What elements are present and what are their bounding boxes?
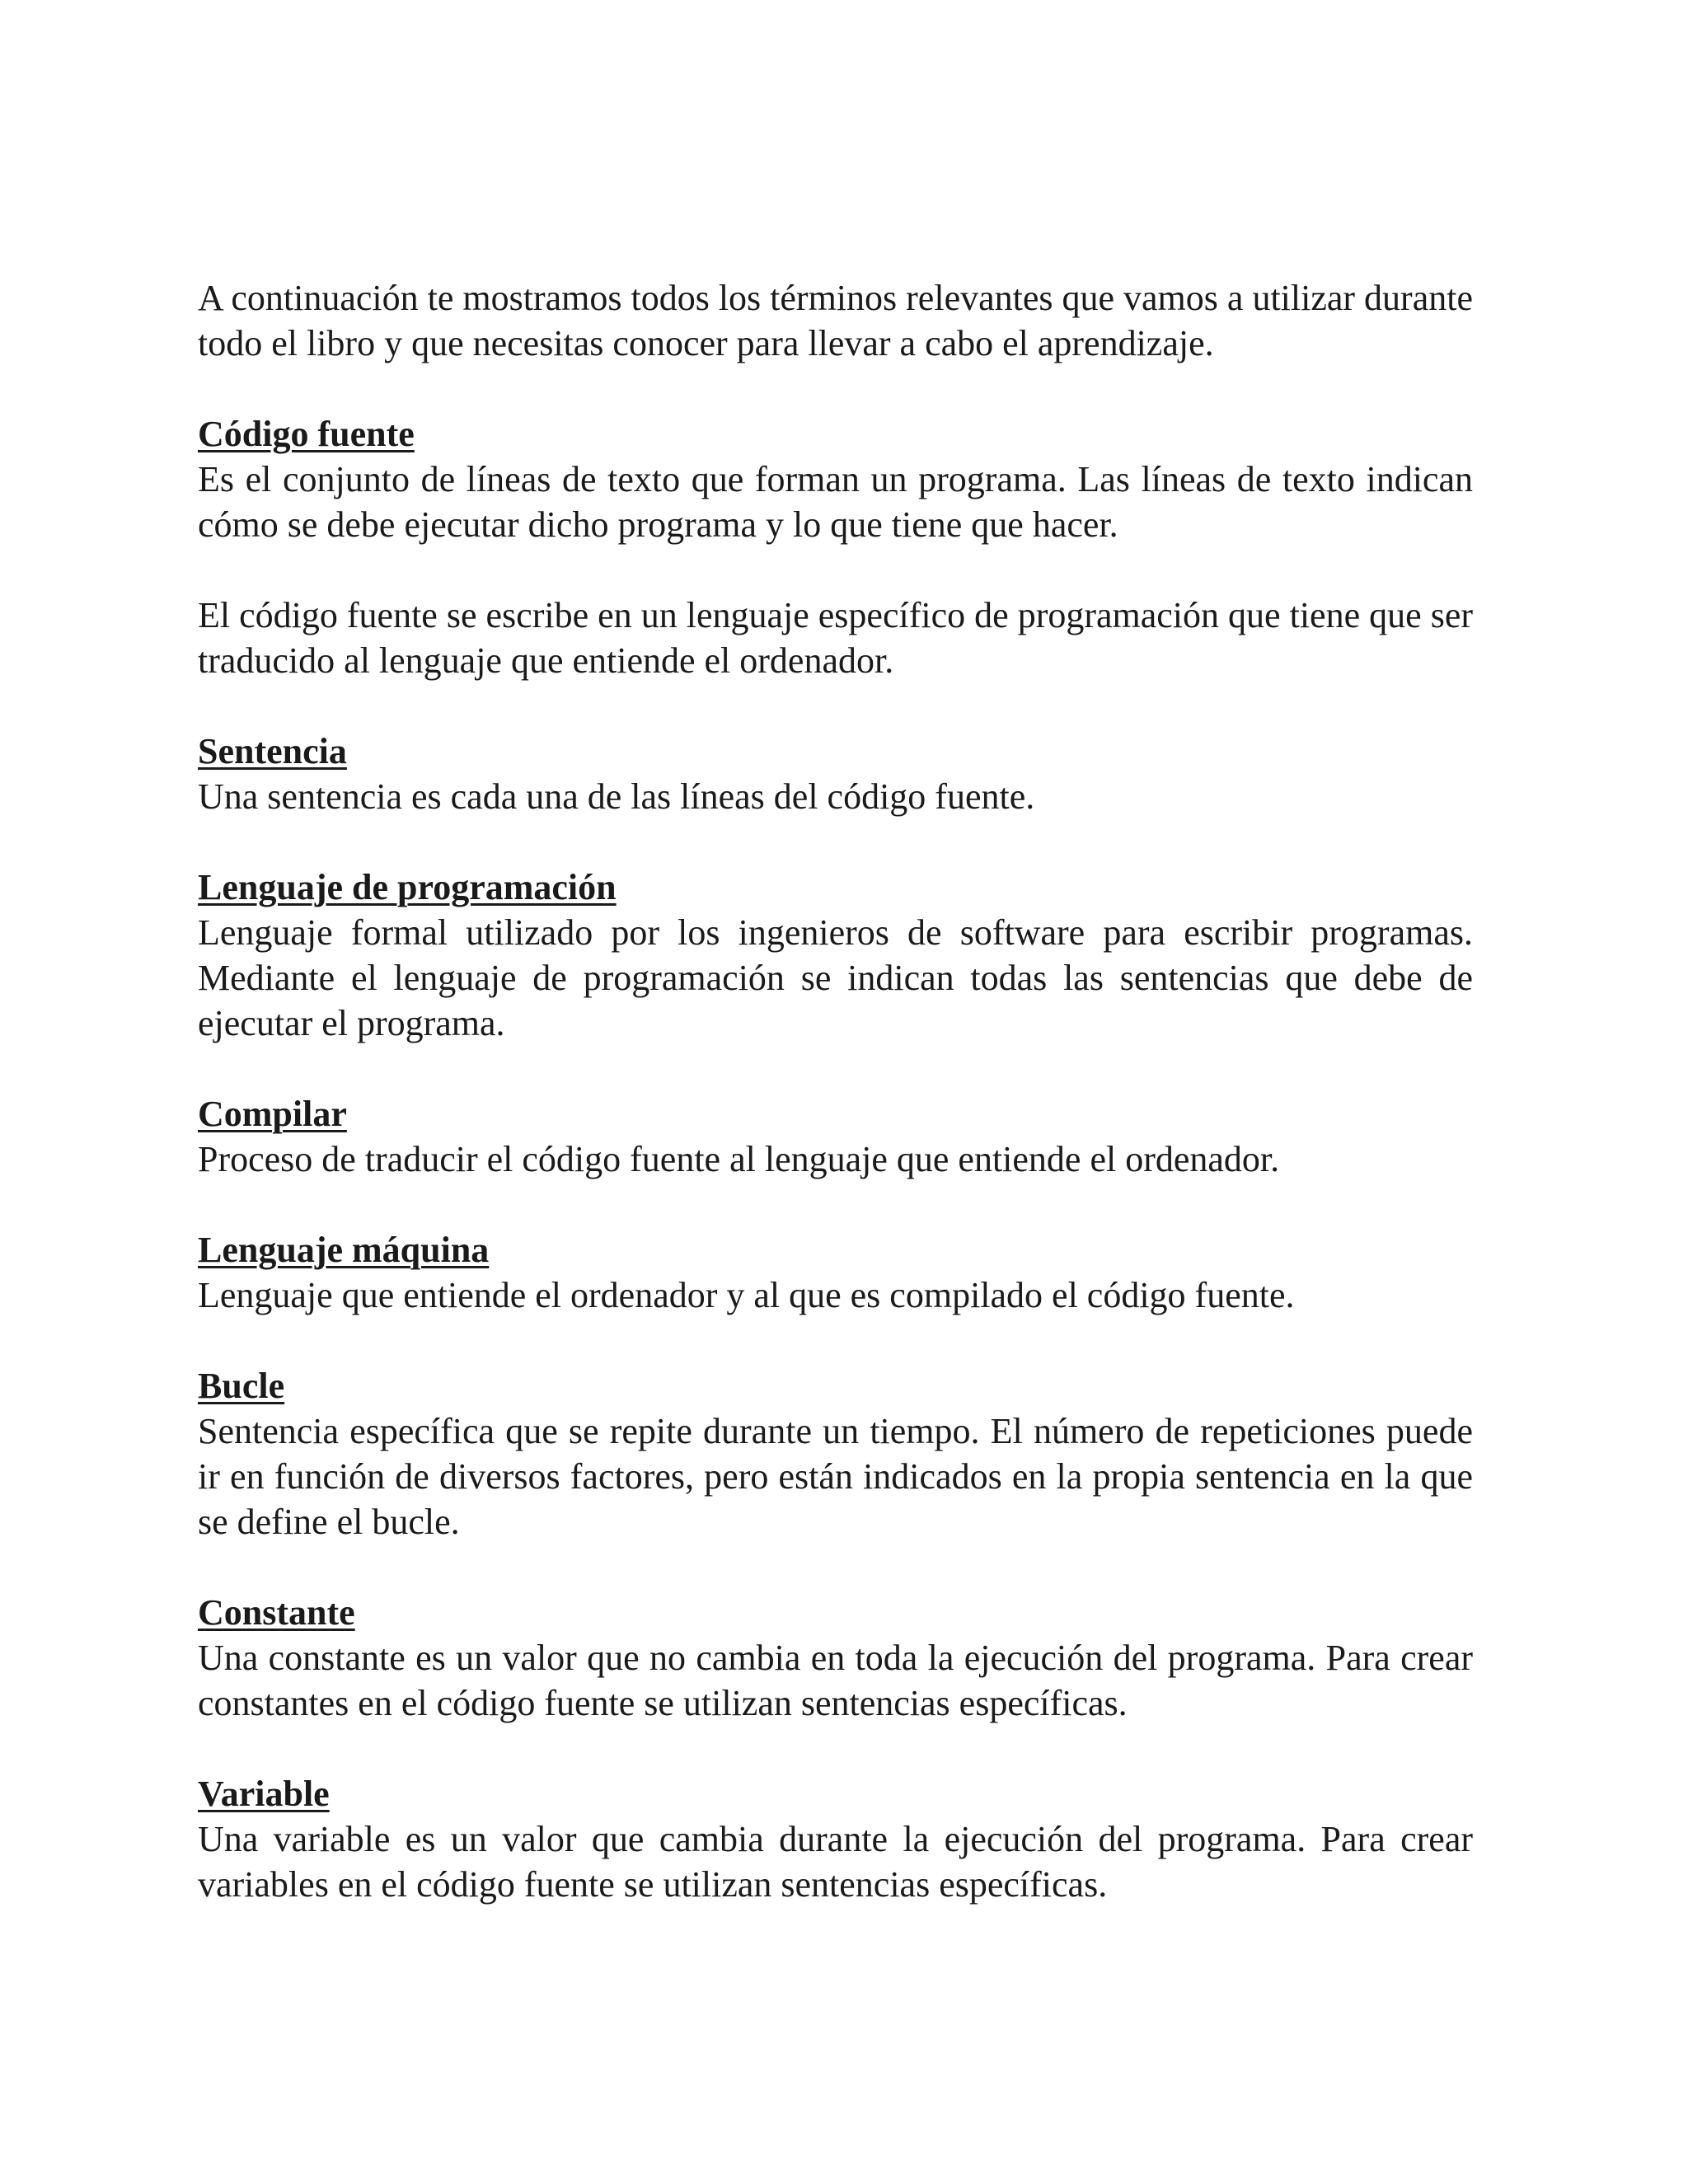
term-definition-constante: Una constante es un valor que no cambia en toda la ejecución del programa. Para crear constantes en el código fuente se utilizan sentencias específicas. <box>198 1638 1473 1723</box>
term-title-constante: Constante <box>198 1592 355 1633</box>
paragraph-spacer <box>198 683 1473 729</box>
page-content <box>198 275 1473 1907</box>
term-definition-lenguaje-programacion: Lenguaje formal utilizado por los ingenieros de software para escribir programas. Mediante el lenguaje de programación se indican todas las sentencias que debe de ejecutar el programa. <box>198 912 1473 1043</box>
paragraph-spacer <box>198 1544 1473 1590</box>
paragraph-spacer <box>198 1726 1473 1771</box>
term-definition-lenguaje-maquina: Lenguaje que entiende el ordenador y al que es compilado el código fuente. <box>198 1275 1295 1315</box>
term-title-lenguaje-maquina: Lenguaje máquina <box>198 1230 490 1270</box>
term-definition-bucle: Sentencia específica que se repite durante un tiempo. El número de repeticiones puede ir en función de diversos factores, pero están indicados en la propia sentencia en la que se define el bucle. <box>198 1411 1473 1542</box>
intro-paragraph: A continuación te mostramos todos los términos relevantes que vamos a utilizar durante todo el libro y que necesitas conocer para llevar a cabo el aprendizaje. <box>198 278 1473 363</box>
term-title-compilar: Compilar <box>198 1094 347 1134</box>
paragraph-spacer <box>198 547 1473 593</box>
term-title-lenguaje-programacion: Lenguaje de programación <box>198 867 617 907</box>
term-definition-codigo-fuente: Es el conjunto de líneas de texto que forman un programa. Las líneas de texto indican cómo se debe ejecutar dicho programa y lo que tiene que hacer. <box>198 459 1473 545</box>
paragraph-spacer <box>198 1046 1473 1091</box>
term-title-codigo-fuente: Código fuente <box>198 414 415 454</box>
paragraph-spacer <box>198 1182 1473 1227</box>
paragraph-spacer <box>198 366 1473 411</box>
term-definition-variable: Una variable es un valor que cambia durante la ejecución del programa. Para crear variables en el código fuente se utilizan sentencias específicas. <box>198 1819 1473 1905</box>
term-definition-codigo-fuente-2: El código fuente se escribe en un lenguaje específico de programación que tiene que ser traducido al lenguaje que entiende el ordenador. <box>198 595 1473 681</box>
term-title-variable: Variable <box>198 1774 330 1814</box>
term-title-sentencia: Sentencia <box>198 731 347 771</box>
term-definition-sentencia: Una sentencia es cada una de las líneas del código fuente. <box>198 776 1035 817</box>
term-definition-compilar: Proceso de traducir el código fuente al lenguaje que entiende el ordenador. <box>198 1139 1280 1179</box>
paragraph-spacer <box>198 819 1473 865</box>
paragraph-spacer <box>198 1318 1473 1363</box>
term-title-bucle: Bucle <box>198 1366 285 1406</box>
